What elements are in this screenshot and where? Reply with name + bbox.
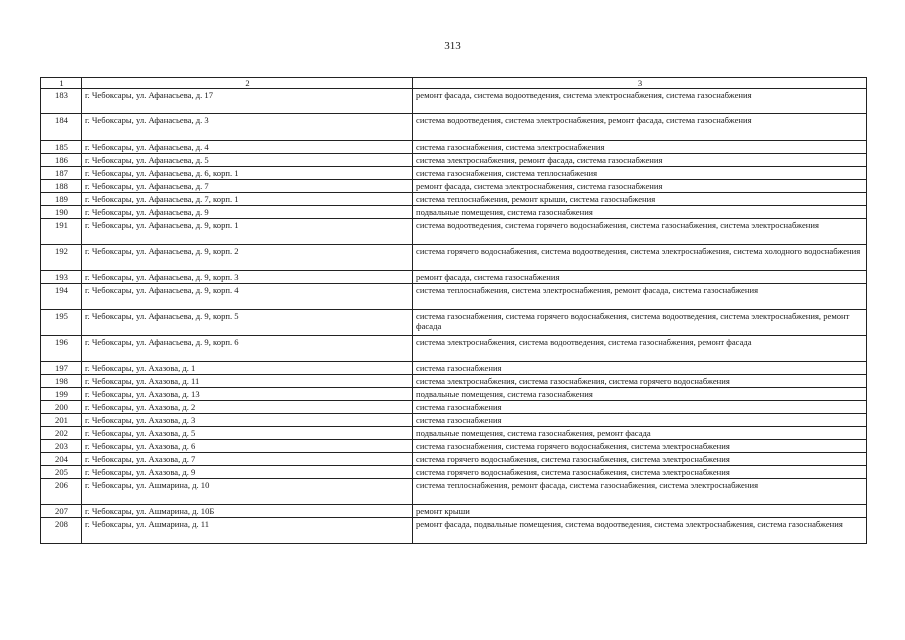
row-address: г. Чебоксары, ул. Ашмарина, д. 10 bbox=[82, 479, 413, 505]
row-address: г. Чебоксары, ул. Афанасьева, д. 4 bbox=[82, 141, 413, 154]
table-row bbox=[41, 414, 867, 427]
table-row bbox=[41, 167, 867, 180]
row-number: 200 bbox=[41, 401, 82, 414]
table-row bbox=[41, 154, 867, 167]
table-row bbox=[41, 453, 867, 466]
row-number: 206 bbox=[41, 479, 82, 505]
row-number: 195 bbox=[41, 310, 82, 336]
row-address: г. Чебоксары, ул. Афанасьева, д. 3 bbox=[82, 114, 413, 141]
row-number: 197 bbox=[41, 362, 82, 375]
row-address: г. Чебоксары, ул. Ахазова, д. 2 bbox=[82, 401, 413, 414]
row-number: 193 bbox=[41, 271, 82, 284]
row-number: 205 bbox=[41, 466, 82, 479]
row-number: 192 bbox=[41, 245, 82, 271]
row-address: г. Чебоксары, ул. Афанасьева, д. 7 bbox=[82, 180, 413, 193]
row-address: г. Чебоксары, ул. Ахазова, д. 11 bbox=[82, 375, 413, 388]
row-number: 199 bbox=[41, 388, 82, 401]
table-row bbox=[41, 388, 867, 401]
row-address: г. Чебоксары, ул. Ашмарина, д. 11 bbox=[82, 518, 413, 544]
row-works: подвальные помещения, система газоснабжения, ремонт фасада bbox=[413, 427, 867, 440]
row-address: г. Чебоксары, ул. Афанасьева, д. 9, корп. 2 bbox=[82, 245, 413, 271]
table-row bbox=[41, 114, 867, 141]
row-works: система теплоснабжения, ремонт фасада, система газоснабжения, система электроснабжения bbox=[413, 479, 867, 505]
table-row bbox=[41, 427, 867, 440]
column-header-1: 1 bbox=[41, 78, 82, 89]
column-header-3: 3 bbox=[413, 78, 867, 89]
table-row bbox=[41, 401, 867, 414]
row-address: г. Чебоксары, ул. Ахазова, д. 7 bbox=[82, 453, 413, 466]
row-works: система горячего водоснабжения, система водоотведения, система электроснабжения, система холодного водоснабжения bbox=[413, 245, 867, 271]
table-row bbox=[41, 505, 867, 518]
row-number: 183 bbox=[41, 89, 82, 114]
table-row bbox=[41, 180, 867, 193]
row-number: 202 bbox=[41, 427, 82, 440]
row-works: ремонт фасада, подвальные помещения, система водоотведения, система электроснабжения, система газоснабжения bbox=[413, 518, 867, 544]
table-row bbox=[41, 206, 867, 219]
page-number: 313 bbox=[444, 40, 461, 52]
table-row bbox=[41, 362, 867, 375]
table-row bbox=[41, 271, 867, 284]
row-works: система газоснабжения, система горячего водоснабжения, система электроснабжения bbox=[413, 440, 867, 453]
row-number: 188 bbox=[41, 180, 82, 193]
table-row bbox=[41, 193, 867, 206]
row-works: система электроснабжения, система водоотведения, система газоснабжения, ремонт фасада bbox=[413, 336, 867, 362]
row-number: 207 bbox=[41, 505, 82, 518]
row-number: 189 bbox=[41, 193, 82, 206]
row-works: система газоснабжения bbox=[413, 414, 867, 427]
row-works: ремонт фасада, система водоотведения, система электроснабжения, система газоснабжения bbox=[413, 89, 867, 114]
row-address: г. Чебоксары, ул. Афанасьева, д. 9, корп. 3 bbox=[82, 271, 413, 284]
row-number: 184 bbox=[41, 114, 82, 141]
row-address: г. Чебоксары, ул. Афанасьева, д. 9, корп. 5 bbox=[82, 310, 413, 336]
table-row bbox=[41, 336, 867, 362]
row-works: система газоснабжения, система электроснабжения bbox=[413, 141, 867, 154]
row-works: ремонт фасада, система электроснабжения, система газоснабжения bbox=[413, 180, 867, 193]
row-address: г. Чебоксары, ул. Ахазова, д. 6 bbox=[82, 440, 413, 453]
row-works: система электроснабжения, система газоснабжения, система горячего водоснабжения bbox=[413, 375, 867, 388]
row-number: 203 bbox=[41, 440, 82, 453]
row-number: 191 bbox=[41, 219, 82, 245]
row-address: г. Чебоксары, ул. Афанасьева, д. 9 bbox=[82, 206, 413, 219]
row-address: г. Чебоксары, ул. Ахазова, д. 9 bbox=[82, 466, 413, 479]
row-number: 190 bbox=[41, 206, 82, 219]
column-header-2: 2 bbox=[82, 78, 413, 89]
row-address: г. Чебоксары, ул. Афанасьева, д. 9, корп. 4 bbox=[82, 284, 413, 310]
table-row bbox=[41, 466, 867, 479]
row-works: система горячего водоснабжения, система газоснабжения, система электроснабжения bbox=[413, 466, 867, 479]
row-number: 186 bbox=[41, 154, 82, 167]
row-address: г. Чебоксары, ул. Афанасьева, д. 9, корп. 6 bbox=[82, 336, 413, 362]
table-header-row bbox=[41, 78, 867, 89]
row-address: г. Чебоксары, ул. Афанасьева, д. 9, корп. 1 bbox=[82, 219, 413, 245]
row-works: подвальные помещения, система газоснабжения bbox=[413, 388, 867, 401]
row-works: ремонт крыши bbox=[413, 505, 867, 518]
row-number: 194 bbox=[41, 284, 82, 310]
row-works: система водоотведения, система электроснабжения, ремонт фасада, система газоснабжения bbox=[413, 114, 867, 141]
table-row bbox=[41, 375, 867, 388]
row-address: г. Чебоксары, ул. Ахазова, д. 13 bbox=[82, 388, 413, 401]
table-row bbox=[41, 440, 867, 453]
row-number: 204 bbox=[41, 453, 82, 466]
row-number: 198 bbox=[41, 375, 82, 388]
table-row bbox=[41, 141, 867, 154]
table-row bbox=[41, 518, 867, 544]
row-works: система горячего водоснабжения, система газоснабжения, система электроснабжения bbox=[413, 453, 867, 466]
row-address: г. Чебоксары, ул. Афанасьева, д. 17 bbox=[82, 89, 413, 114]
row-address: г. Чебоксары, ул. Афанасьева, д. 6, корп. 1 bbox=[82, 167, 413, 180]
table-row bbox=[41, 479, 867, 505]
works-table bbox=[40, 77, 867, 544]
row-address: г. Чебоксары, ул. Ахазова, д. 3 bbox=[82, 414, 413, 427]
row-address: г. Чебоксары, ул. Ахазова, д. 5 bbox=[82, 427, 413, 440]
table-row bbox=[41, 310, 867, 336]
row-number: 196 bbox=[41, 336, 82, 362]
row-number: 201 bbox=[41, 414, 82, 427]
table-row bbox=[41, 284, 867, 310]
row-number: 208 bbox=[41, 518, 82, 544]
row-address: г. Чебоксары, ул. Афанасьева, д. 7, корп. 1 bbox=[82, 193, 413, 206]
row-number: 187 bbox=[41, 167, 82, 180]
row-address: г. Чебоксары, ул. Ахазова, д. 1 bbox=[82, 362, 413, 375]
row-address: г. Чебоксары, ул. Афанасьева, д. 5 bbox=[82, 154, 413, 167]
table-row bbox=[41, 89, 867, 114]
row-works: система газоснабжения bbox=[413, 401, 867, 414]
row-works: ремонт фасада, система газоснабжения bbox=[413, 271, 867, 284]
row-works: система газоснабжения, система горячего водоснабжения, система водоотведения, система электроснабжения, ремонт фасада bbox=[413, 310, 867, 336]
row-works: система теплоснабжения, система электроснабжения, ремонт фасада, система газоснабжения bbox=[413, 284, 867, 310]
table-row bbox=[41, 245, 867, 271]
row-works: система теплоснабжения, ремонт крыши, система газоснабжения bbox=[413, 193, 867, 206]
row-number: 185 bbox=[41, 141, 82, 154]
row-works: система газоснабжения bbox=[413, 362, 867, 375]
table-row bbox=[41, 219, 867, 245]
row-works: подвальные помещения, система газоснабжения bbox=[413, 206, 867, 219]
row-works: система электроснабжения, ремонт фасада, система газоснабжения bbox=[413, 154, 867, 167]
row-address: г. Чебоксары, ул. Ашмарина, д. 10Б bbox=[82, 505, 413, 518]
row-works: система газоснабжения, система теплоснабжения bbox=[413, 167, 867, 180]
row-works: система водоотведения, система горячего водоснабжения, система газоснабжения, система электроснабжения bbox=[413, 219, 867, 245]
